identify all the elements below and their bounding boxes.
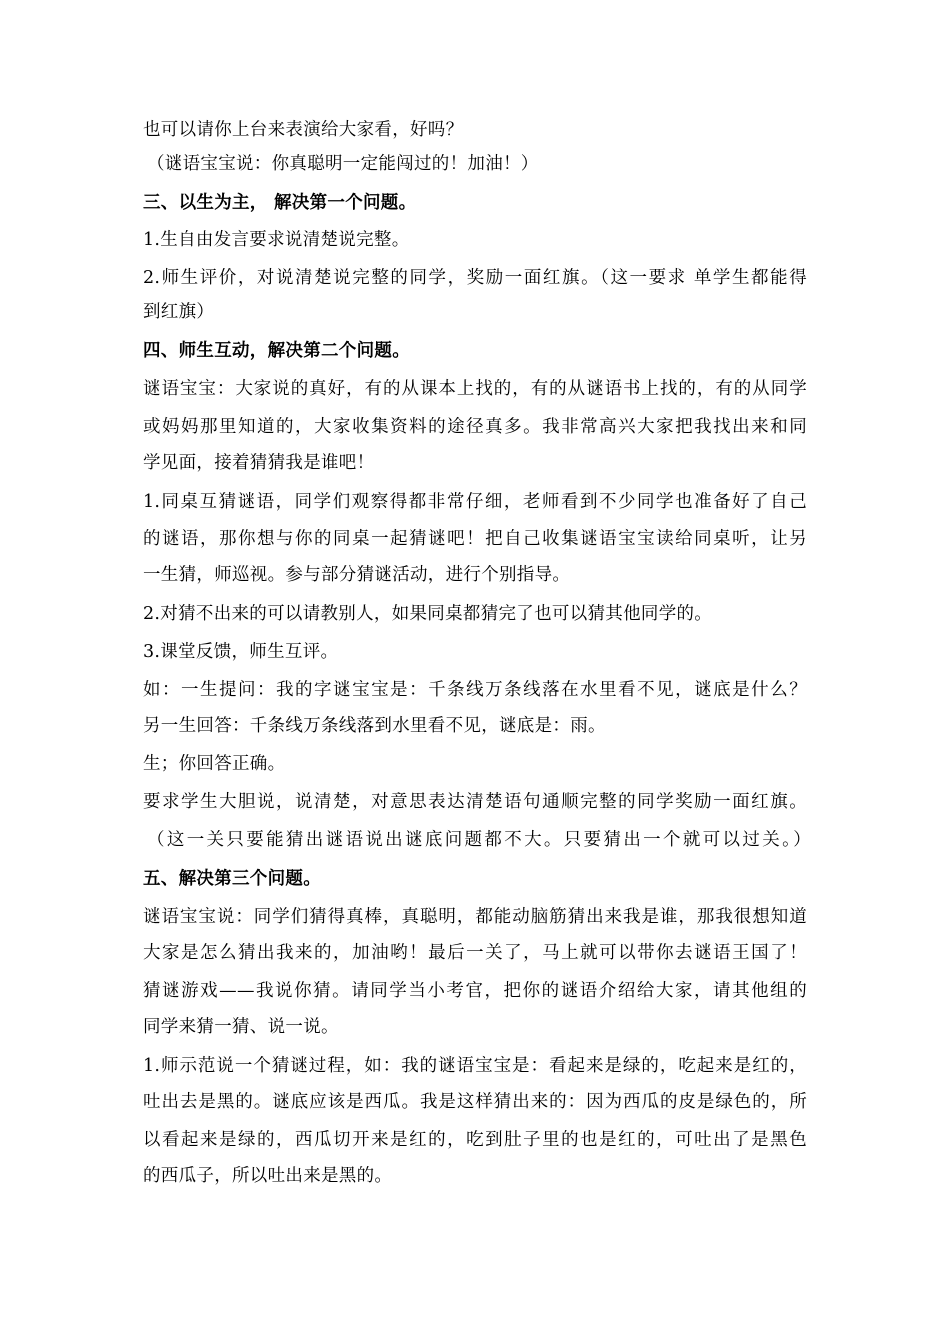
text-line: 1.生自由发言要求说清楚说完整。 [143,230,410,250]
text-line: 同学来猜一猜、说一说。 [143,1017,339,1037]
aside-line: （这一关只要能猜出谜语说出谜底问题都不大。只要猜出一个就可以过关。） [147,830,811,850]
text-line: 一生猜，师巡视。参与部分猜谜活动，进行个别指导。 [143,565,571,585]
text-line: 猜谜游戏——我说你猜。请同学当小考官，把你的谜语介绍给大家，请其他组的 [143,981,807,1001]
text-line: 的西瓜子，所以吐出来是黑的。 [143,1166,393,1186]
section-heading: 四、师生互动，解决第二个问题。 [143,341,410,361]
text-line: 的谜语，那你想与你的同桌一起猜谜吧！把自己收集谜语宝宝读给同桌听，让另 [143,529,807,549]
text-line: 大家是怎么猜出我来的，加油哟！最后一关了，马上就可以带你去谜语王国了！ [143,943,807,963]
text-line: 1.同桌互猜谜语，同学们观察得都非常仔细，老师看到不少同学也准备好了自己 [143,492,807,512]
text-line: 3.课堂反馈，师生互评。 [143,642,339,662]
section-heading: 五、解决第三个问题。 [143,869,321,889]
text-line: 到红旗） [143,302,215,322]
text-line: 另一生回答：千条线万条线落到水里看不见，谜底是：雨。 [143,716,606,736]
text-line: 或妈妈那里知道的，大家收集资料的途径真多。我非常高兴大家把我找出来和同 [143,417,807,437]
text-line: 如：一生提问：我的字谜宝宝是：千条线万条线落在水里看不见，谜底是什么？ [143,680,807,700]
text-line: 以看起来是绿的，西瓜切开来是红的，吃到肚子里的也是红的，可吐出了是黑色 [143,1130,807,1150]
text-line: 谜语宝宝：大家说的真好，有的从课本上找的，有的从谜语书上找的，有的从同学 [143,379,807,399]
text-line: 要求学生大胆说，说清楚，对意思表达清楚语句通顺完整的同学奖励一面红旗。 [143,792,807,812]
text-line: 1.师示范说一个猜谜过程，如：我的谜语宝宝是：看起来是绿的，吃起来是红的， [143,1056,807,1076]
text-line: 2.师生评价，对说清楚说完整的同学，奖励一面红旗。（这一要求 单学生都能得 [143,268,807,288]
text-line: 谜语宝宝说：同学们猜得真棒，真聪明，都能动脑筋猜出来我是谁，那我很想知道 [143,907,807,927]
section-heading: 三、以生为主， 解决第一个问题。 [143,193,417,213]
text-line: 也可以请你上台来表演给大家看，好吗？ [143,120,464,140]
text-line: 学见面，接着猜猜我是谁吧！ [143,453,375,473]
aside-line: （谜语宝宝说：你真聪明一定能闯过的！加油！） [147,154,539,174]
text-line: 2.对猜不出来的可以请教别人，如果同桌都猜完了也可以猜其他同学的。 [143,604,713,624]
text-line: 生；你回答正确。 [143,754,286,774]
text-line: 吐出去是黑的。谜底应该是西瓜。我是这样猜出来的：因为西瓜的皮是绿色的，所 [143,1092,807,1112]
